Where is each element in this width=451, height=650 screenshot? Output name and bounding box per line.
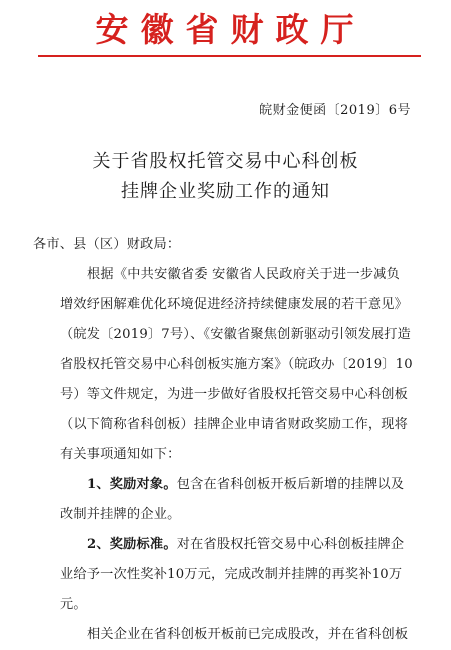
item-2 [60, 530, 405, 560]
paragraph-line: 增效纾困解难优化环境促进经济持续健康发展的若干意见》 [60, 297, 409, 312]
document-body [33, 230, 413, 650]
paragraph-line: 根据《中共安徽省委 安徽省人民政府关于进一步减负 [87, 267, 400, 282]
letterhead: 安徽省财政厅 [95, 10, 366, 49]
item-1-continuation: 改制并挂牌的企业。 [60, 507, 181, 522]
document-title [0, 147, 451, 207]
title-line-2: 挂牌企业奖励工作的通知 [121, 181, 330, 202]
document-number: 皖财金便函〔2019〕6号 [259, 103, 411, 118]
paragraph-line: 有关事项通知如下： [60, 447, 181, 462]
item-2-label: 2、奖励标准。 [87, 537, 177, 552]
paragraph-line: 相关企业在省科创板开板前已完成股改，并在省科创板 [87, 627, 409, 642]
item-1-label: 1、奖励对象。 [87, 477, 177, 492]
item-1-text: 包含在省科创板开板后新增的挂牌以及 [176, 477, 405, 492]
item-2-continuation: 元。 [60, 597, 87, 612]
title-line-1: 关于省股权托管交易中心科创板 [92, 151, 359, 172]
item-1 [60, 470, 405, 500]
paragraph-line: （以下简称省科创板）挂牌企业申请省财政奖励工作，现将 [60, 417, 409, 432]
paragraph-line: 号）等文件规定，为进一步做好省股权托管交易中心科创板 [60, 387, 409, 402]
item-2-continuation: 业给予一次性奖补10万元，完成改制并挂牌的再奖补10万 [60, 567, 403, 582]
letterhead-divider [38, 55, 421, 57]
salutation: 各市、县（区）财政局： [33, 237, 181, 252]
item-2-text: 对在省股权托管交易中心科创板挂牌企 [176, 537, 405, 552]
paragraph-line: （皖发〔2019〕7号）、《安徽省聚焦创新驱动引领发展打造 [60, 327, 412, 342]
paragraph-line: 省股权托管交易中心科创板实施方案》（皖政办〔2019〕10 [60, 357, 413, 372]
